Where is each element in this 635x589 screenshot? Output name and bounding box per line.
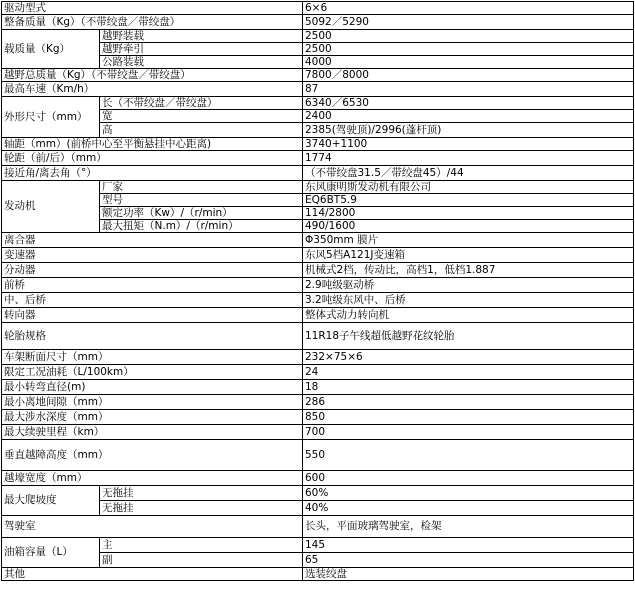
row-value: 700 <box>303 425 634 440</box>
row-value: 850 <box>303 410 634 425</box>
table-row <box>2 82 634 97</box>
table-row <box>2 365 634 380</box>
row-sublabel: 无拖挂 <box>100 486 303 501</box>
table-row <box>2 308 634 323</box>
row-sublabel: 长（不带绞盘／带绞盘） <box>100 97 303 110</box>
table-row <box>2 425 634 440</box>
row-label: 变速器 <box>2 248 303 263</box>
row-label: 最高车速（Km/h） <box>2 82 303 97</box>
table-row <box>2 395 634 410</box>
table-row <box>2 471 634 486</box>
table-row <box>2 278 634 293</box>
row-value: 东风5档A121J变速箱 <box>303 248 634 263</box>
row-sublabel: 型号 <box>100 194 303 207</box>
row-sublabel: 越野牵引 <box>100 43 303 56</box>
row-value: 3740+1100 <box>303 138 634 151</box>
row-group-label: 发动机 <box>2 181 100 233</box>
row-label: 越壕宽度（mm） <box>2 471 303 486</box>
row-value: 整体式动力转向机 <box>303 308 634 323</box>
row-label: 离合器 <box>2 233 303 248</box>
row-value: 1774 <box>303 151 634 166</box>
row-sublabel: 副 <box>100 553 303 568</box>
table-row <box>2 486 634 501</box>
row-sublabel: 主 <box>100 538 303 553</box>
row-label: 最小离地间隙（mm） <box>2 395 303 410</box>
row-label: 垂直越障高度（mm） <box>2 440 303 471</box>
table-row <box>2 263 634 278</box>
row-label: 轮胎规格 <box>2 323 303 350</box>
row-group-label: 油箱容量（L） <box>2 538 100 568</box>
table-row <box>2 516 634 538</box>
row-value: 114/2800 <box>303 207 634 220</box>
table-row <box>2 538 634 553</box>
row-sublabel: 最大扭矩（N.m）/（r/min） <box>100 220 303 233</box>
table-row <box>2 2 634 15</box>
row-value: 机械式2档，传动比，高档1，低档1.887 <box>303 263 634 278</box>
row-value: 选装绞盘 <box>303 568 634 581</box>
row-label: 整备质量（Kg）（不带绞盘／带绞盘） <box>2 15 303 30</box>
row-value: 40% <box>303 501 634 516</box>
row-value: EQ6BT5.9 <box>303 194 634 207</box>
row-label: 前桥 <box>2 278 303 293</box>
table-row <box>2 568 634 581</box>
row-sublabel: 越野装载 <box>100 30 303 43</box>
table-row <box>2 15 634 30</box>
row-value: 2500 <box>303 30 634 43</box>
row-group-label: 最大爬坡度 <box>2 486 100 516</box>
row-label: 轴距（mm）(前桥中心至平衡悬挂中心距离) <box>2 138 303 151</box>
row-value: 60% <box>303 486 634 501</box>
row-value: 600 <box>303 471 634 486</box>
row-label: 限定工况油耗（L/100km） <box>2 365 303 380</box>
row-label: 最大续驶里程（km） <box>2 425 303 440</box>
row-value: 2500 <box>303 43 634 56</box>
table-row <box>2 350 634 365</box>
row-label: 中、后桥 <box>2 293 303 308</box>
row-value: （不带绞盘31.5／带绞盘45）/44 <box>303 166 634 181</box>
row-value: 550 <box>303 440 634 471</box>
row-value: 2385(驾驶顶)/2996(蓬杆顶) <box>303 123 634 138</box>
row-label: 转向器 <box>2 308 303 323</box>
table-row <box>2 181 634 194</box>
row-value: 6340／6530 <box>303 97 634 110</box>
row-value: 长头，平面玻璃驾驶室，检架 <box>303 516 634 538</box>
row-sublabel: 无拖挂 <box>100 501 303 516</box>
row-value: 4000 <box>303 56 634 69</box>
table-row <box>2 233 634 248</box>
row-value: 2.9吨级驱动桥 <box>303 278 634 293</box>
spec-table <box>1 1 634 581</box>
table-row <box>2 166 634 181</box>
table-row <box>2 323 634 350</box>
row-label: 分动器 <box>2 263 303 278</box>
row-value: 3.2吨级东风中、后桥 <box>303 293 634 308</box>
row-label: 最大涉水深度（mm） <box>2 410 303 425</box>
table-row <box>2 69 634 82</box>
row-label: 接近角/离去角（°） <box>2 166 303 181</box>
row-sublabel: 额定功率（Kw）/（r/min） <box>100 207 303 220</box>
table-row <box>2 410 634 425</box>
row-value: 7800／8000 <box>303 69 634 82</box>
row-value: 6×6 <box>303 2 634 15</box>
table-row <box>2 30 634 43</box>
row-value: 232×75×6 <box>303 350 634 365</box>
row-label: 越野总质量（Kg）（不带绞盘／带绞盘） <box>2 69 303 82</box>
row-label: 驾驶室 <box>2 516 303 538</box>
table-row <box>2 248 634 263</box>
row-label: 轮距（前/后）（mm） <box>2 151 303 166</box>
table-row <box>2 440 634 471</box>
row-value: 2400 <box>303 110 634 123</box>
row-value: 65 <box>303 553 634 568</box>
row-label: 驱动型式 <box>2 2 303 15</box>
row-sublabel: 宽 <box>100 110 303 123</box>
row-group-label: 外形尺寸（mm） <box>2 97 100 138</box>
row-label: 最小转弯直径(m) <box>2 380 303 395</box>
row-value: 东风康明斯发动机有限公司 <box>303 181 634 194</box>
row-value: Φ350mm 膜片 <box>303 233 634 248</box>
row-value: 87 <box>303 82 634 97</box>
row-value: 24 <box>303 365 634 380</box>
row-label: 其他 <box>2 568 303 581</box>
row-value: 490/1600 <box>303 220 634 233</box>
table-row <box>2 97 634 110</box>
row-sublabel: 厂家 <box>100 181 303 194</box>
table-row <box>2 151 634 166</box>
table-row <box>2 380 634 395</box>
row-value: 18 <box>303 380 634 395</box>
row-sublabel: 高 <box>100 123 303 138</box>
table-row <box>2 293 634 308</box>
row-label: 车架断面尺寸（mm） <box>2 350 303 365</box>
row-value: 145 <box>303 538 634 553</box>
row-sublabel: 公路装载 <box>100 56 303 69</box>
table-row <box>2 138 634 151</box>
row-value: 11R18子午线超低越野花纹轮胎 <box>303 323 634 350</box>
row-value: 286 <box>303 395 634 410</box>
row-value: 5092／5290 <box>303 15 634 30</box>
row-group-label: 载质量（Kg） <box>2 30 100 69</box>
